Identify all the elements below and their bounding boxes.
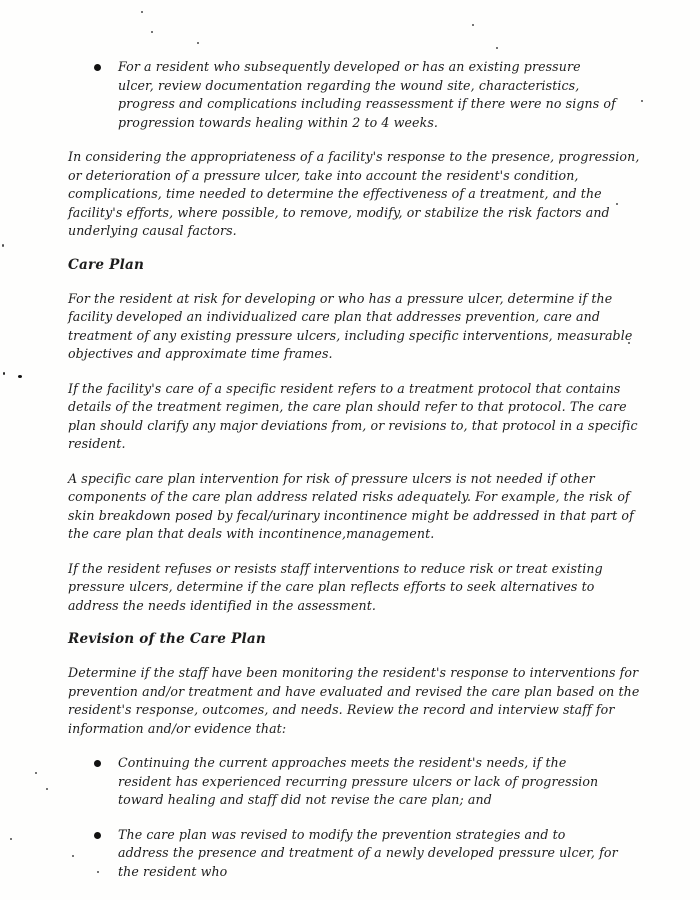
paragraph: If the facility's care of a specific resident refers to a treatment protocol that contains details of the treatment regimen, the care plan should refer to that protocol. The care plan should clarify any major deviations from, or revisions to, that protocol in a specific resident. — [68, 380, 638, 451]
scan-speck — [496, 47, 498, 49]
bullet-icon — [94, 760, 101, 767]
scan-speck — [141, 11, 143, 13]
section-heading-revision-of-care-plan: Revision of the Care Plan — [68, 631, 266, 647]
list-item — [94, 754, 654, 810]
scan-speck — [151, 31, 153, 33]
bullet-icon — [94, 832, 101, 839]
scan-speck — [472, 24, 474, 26]
scan-speck — [18, 375, 22, 378]
paragraph: In considering the appropriateness of a facility's response to the presence, progression, or deterioration of a pressure ulcer, take into account the resident's condition, complications, time needed to determine the effectiveness of a treatment, and the facility's efforts, where possible, to remove, modify, or stabilize the risk factors and underlying causal factors. — [68, 149, 640, 238]
bullet-text: For a resident who subsequently developed or has an existing pressure ulcer, review documentation regarding the wound site, characteristics, progress and complications including reassessment if there were no signs of progression towards healing within 2 to 4 weeks. — [118, 59, 616, 130]
bullet-text: Continuing the current approaches meets the resident's needs, if the resident has experienced recurring pressure ulcers or lack of progression toward healing and staff did not revise the care plan; and — [118, 755, 599, 807]
paragraph: For the resident at risk for developing or who has a pressure ulcer, determine if the facility developed an individualized care plan that addresses prevention, care and treatment of any existing pressure ulcers, including specific interventions, measurable objectives and approximate time frames. — [68, 290, 633, 361]
list-item — [94, 58, 654, 132]
bullet-icon — [94, 64, 101, 71]
bullet-text: The care plan was revised to modify the prevention strategies and to address the presence and treatment of a newly developed pressure ulcer, for the resident who — [118, 826, 618, 879]
scan-speck — [35, 772, 37, 774]
scan-speck — [197, 42, 199, 44]
paragraph: If the resident refuses or resists staff interventions to reduce risk or treat existing pressure ulcers, determine if the care plan reflects efforts to seek alternatives to address the needs identified in the assessment. — [68, 560, 603, 613]
list-item — [94, 826, 654, 882]
document-content — [68, 58, 654, 897]
scan-speck — [3, 372, 5, 375]
scan-speck — [46, 788, 48, 790]
scan-speck — [10, 838, 12, 840]
section-heading-care-plan: Care Plan — [68, 256, 145, 273]
paragraph: A specific care plan intervention for risk of pressure ulcers is not needed if other components of the care plan address related risks adequately. For example, the risk of skin breakdown posed by fecal/urinary incontinence might be addressed in that part of the care plan that deals with incontinence,management. — [68, 470, 634, 541]
paragraph: Determine if the staff have been monitoring the resident's response to interventions for prevention and/or treatment and have evaluated and revised the care plan based on the resident's response, outcomes, and needs. Review the record and interview staff for information and/or evidence that: — [68, 665, 640, 736]
scan-speck — [2, 244, 4, 247]
